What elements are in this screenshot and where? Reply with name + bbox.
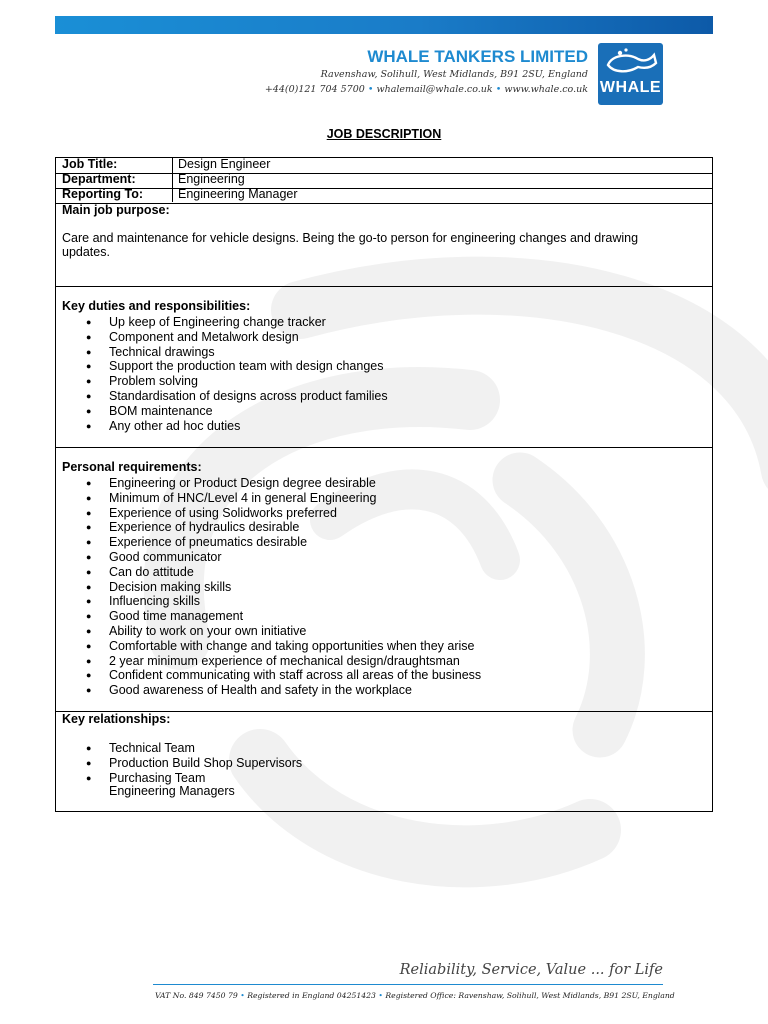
- relationships-section: [56, 712, 712, 811]
- job-title-value: Design Engineer: [178, 157, 271, 171]
- relationships-list: [56, 741, 712, 785]
- list-item: ● 2 year minimum experience of mechanical design/draughtsman: [86, 653, 460, 668]
- list-item: ● Support the production team with design changes: [86, 359, 384, 374]
- bullet-icon: ●: [86, 551, 92, 562]
- list-item: ● Ability to work on your own initiative: [86, 623, 307, 638]
- list-item: ● Experience of hydraulics desirable: [86, 520, 300, 535]
- footer-registration: [155, 991, 675, 1000]
- company-email: whalemail@whale.co.uk: [376, 84, 493, 95]
- bullet-icon: ●: [86, 772, 92, 783]
- main-purpose-heading: Main job purpose:: [62, 203, 170, 217]
- bullet-icon: ●: [86, 655, 92, 666]
- bullet-icon: ●: [86, 405, 92, 416]
- bullet-icon: ●: [86, 566, 92, 577]
- bullet-icon: ●: [86, 522, 92, 533]
- list-item: ● Component and Metalwork design: [86, 329, 299, 344]
- list-item: ● Decision making skills: [86, 579, 232, 594]
- reporting-to-label: Reporting To:: [62, 187, 143, 201]
- bullet-icon: ●: [86, 743, 92, 753]
- list-item: ● Good awareness of Health and safety in the workplace: [86, 683, 412, 698]
- document-title: JOB DESCRIPTION: [326, 127, 442, 141]
- company-phone: +44(0)121 704 5700: [264, 84, 365, 95]
- company-contact: [265, 82, 588, 97]
- header-color-bar: [55, 16, 713, 34]
- main-purpose-section: [56, 203, 712, 287]
- list-item: ● Influencing skills: [86, 594, 201, 609]
- company-header: [265, 47, 588, 97]
- logo-wordmark: WHALE: [599, 79, 662, 96]
- list-item: ● Engineering or Product Design degree desirable: [86, 476, 376, 490]
- bullet-icon: ●: [86, 331, 92, 342]
- list-item: ● BOM maintenance: [86, 403, 213, 418]
- separator-dot: •: [240, 991, 245, 1000]
- relationships-extra: Engineering Managers: [109, 784, 235, 798]
- registered-office: Registered Office: Ravenshaw, Solihull, West Midlands, B91 2SU, England: [385, 991, 675, 1000]
- main-purpose-text: Care and maintenance for vehicle designs. Being the go-to person for engineering changes and drawing updates.: [62, 231, 639, 259]
- registration-number: Registered in England 04251423: [247, 991, 376, 1000]
- bullet-icon: ●: [86, 625, 92, 636]
- list-item: ● Any other ad hoc duties: [86, 418, 241, 433]
- list-item: ● Experience of pneumatics desirable: [86, 535, 308, 550]
- bullet-icon: ●: [86, 596, 92, 607]
- company-tagline: Reliability, Service, Value ... for Life: [399, 962, 663, 978]
- requirements-list: [56, 476, 712, 698]
- list-item: ● Production Build Shop Supervisors: [86, 755, 303, 770]
- list-item: ● Good time management: [86, 609, 244, 624]
- list-item: ● Purchasing Team: [86, 770, 206, 785]
- separator-dot: •: [378, 991, 383, 1000]
- bullet-icon: ●: [86, 685, 92, 696]
- list-item: ● Up keep of Engineering change tracker: [86, 315, 326, 329]
- separator-dot: •: [367, 84, 374, 95]
- bullet-icon: ●: [86, 361, 92, 372]
- list-item: ● Minimum of HNC/Level 4 in general Engineering: [86, 490, 377, 505]
- whale-icon: [598, 43, 663, 79]
- bullet-icon: ●: [86, 581, 92, 592]
- list-item: ● Can do attitude: [86, 564, 194, 579]
- reporting-to-row: [56, 188, 712, 204]
- department-label: Department:: [62, 172, 136, 186]
- list-item: ● Standardisation of designs across product families: [86, 388, 388, 403]
- vat-number: VAT No. 849 7450 79: [155, 991, 238, 1000]
- job-title-label: Job Title:: [62, 157, 118, 171]
- bullet-icon: ●: [86, 478, 92, 488]
- relationships-heading: Key relationships:: [62, 712, 171, 726]
- job-title-row: [56, 158, 712, 174]
- bullet-icon: ●: [86, 492, 92, 503]
- list-item: ● Comfortable with change and taking opportunities when they arise: [86, 638, 475, 653]
- bullet-icon: ●: [86, 670, 92, 681]
- company-name: WHALE TANKERS LIMITED: [367, 47, 588, 66]
- list-item: ● Experience of using Solidworks preferred: [86, 505, 337, 520]
- footer-rule: [153, 984, 663, 985]
- list-item: ● Problem solving: [86, 374, 198, 389]
- bullet-icon: ●: [86, 376, 92, 387]
- list-item: ● Confident communicating with staff across all areas of the business: [86, 668, 482, 683]
- company-address: Ravenshaw, Solihull, West Midlands, B91 2SU, England: [320, 69, 588, 80]
- company-website: www.whale.co.uk: [504, 84, 588, 95]
- job-description-table: [55, 157, 713, 812]
- bullet-icon: ●: [86, 611, 92, 622]
- bullet-icon: ●: [86, 757, 92, 768]
- duties-list: [56, 315, 712, 433]
- bullet-icon: ●: [86, 537, 92, 548]
- bullet-icon: ●: [86, 346, 92, 357]
- bullet-icon: ●: [86, 317, 92, 327]
- duties-heading: Key duties and responsibilities:: [62, 299, 251, 313]
- list-item: ● Technical drawings: [86, 344, 215, 359]
- department-row: [56, 173, 712, 189]
- duties-section: [56, 287, 712, 448]
- department-value: Engineering: [178, 172, 245, 186]
- separator-dot: •: [495, 84, 502, 95]
- whale-logo: [598, 43, 663, 105]
- list-item: ● Good communicator: [86, 549, 222, 564]
- reporting-to-value: Engineering Manager: [178, 187, 298, 201]
- bullet-icon: ●: [86, 640, 92, 651]
- bullet-icon: ●: [86, 420, 92, 431]
- requirements-heading: Personal requirements:: [62, 460, 202, 474]
- bullet-icon: ●: [86, 507, 92, 518]
- requirements-section: [56, 448, 712, 712]
- bullet-icon: ●: [86, 390, 92, 401]
- list-item: ● Technical Team: [86, 741, 195, 755]
